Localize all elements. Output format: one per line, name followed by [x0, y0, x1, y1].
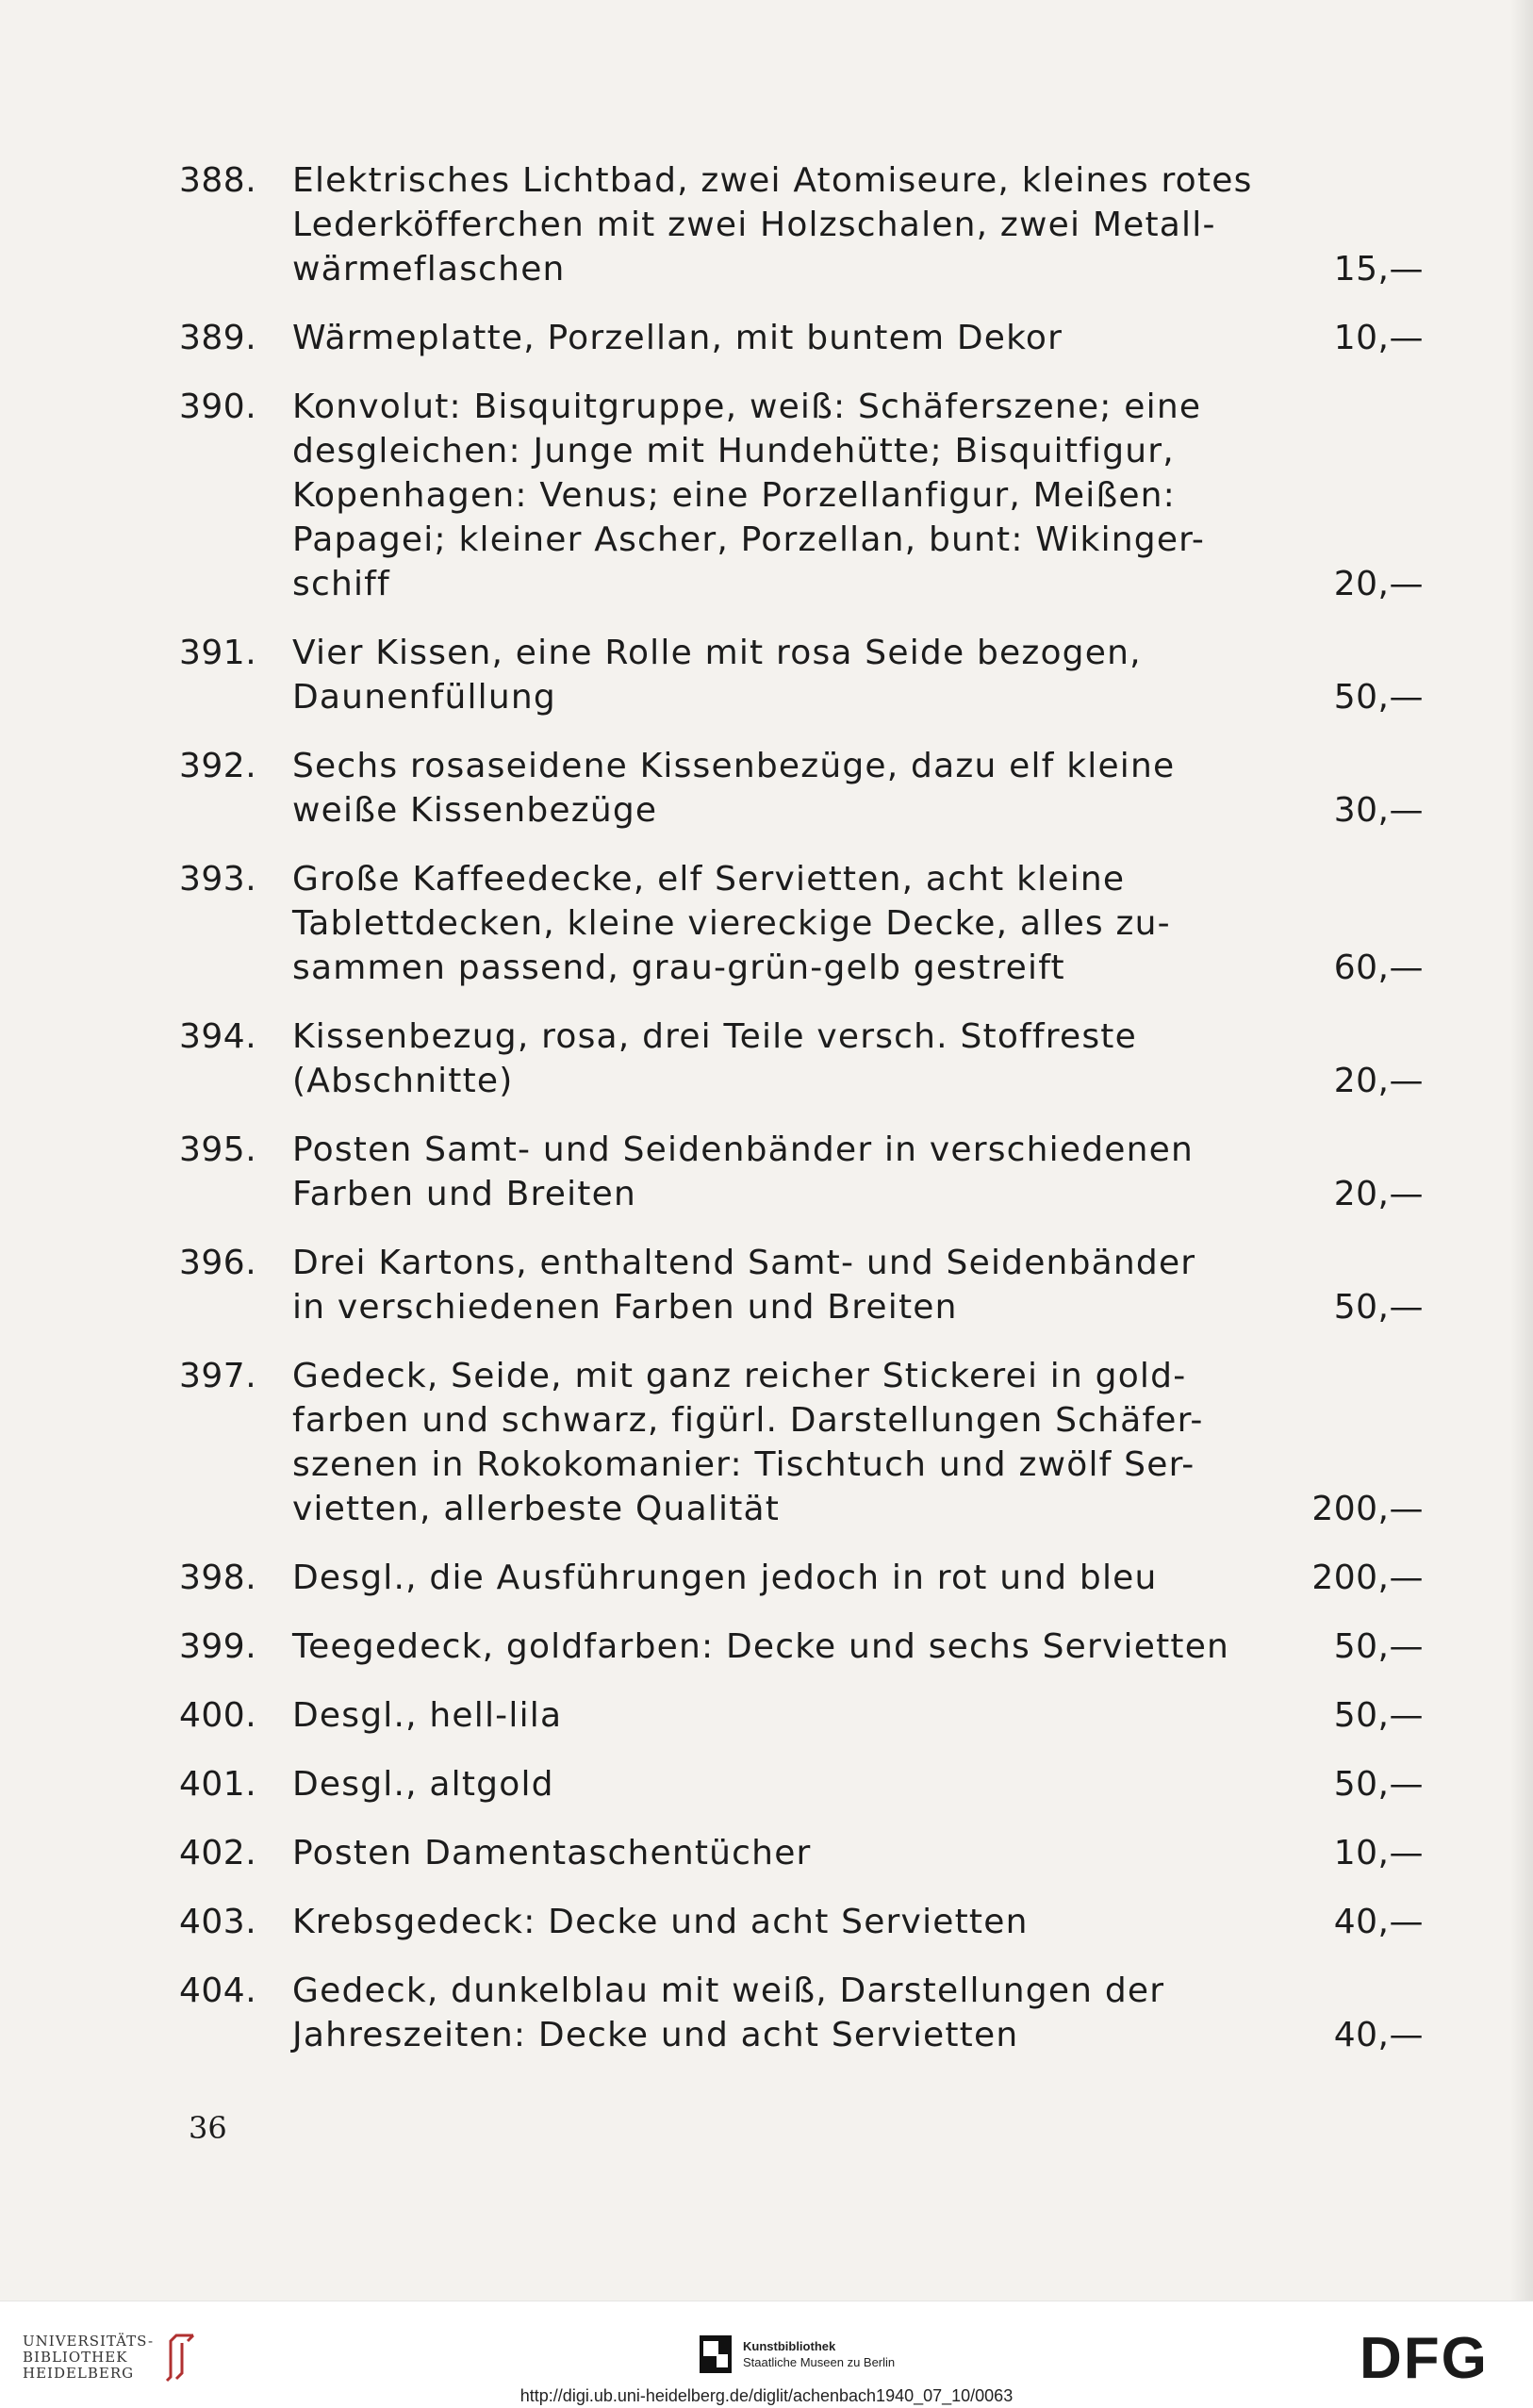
catalog-entry	[179, 1969, 1424, 2057]
catalog-entry	[179, 857, 1424, 990]
entry-price: 50,—	[1333, 1696, 1424, 1735]
entry-description: Kissenbezug, rosa, drei Teile versch. Stoffreste (Abschnitte)	[292, 1017, 1137, 1100]
catalog-entry-list	[179, 158, 1424, 2082]
dfg-logo[interactable]: DFG	[1360, 2326, 1489, 2391]
entry-price: 30,—	[1333, 791, 1424, 830]
university-library-name: UNIVERSITÄTS- BIBLIOTHEK HEIDELBERG	[23, 2332, 155, 2382]
entry-price: 60,—	[1333, 948, 1424, 987]
entry-price: 40,—	[1333, 2016, 1424, 2054]
entry-price: 15,—	[1333, 250, 1424, 289]
page-url-link[interactable]: http://digi.ub.uni-heidelberg.de/diglit/achenbach1940_07_10/0063	[519, 2386, 1014, 2405]
catalog-entry	[179, 1831, 1424, 1875]
entry-number: 397.	[179, 1357, 257, 1395]
entry-price: 40,—	[1333, 1903, 1424, 1941]
entry-price: 20,—	[1333, 1062, 1424, 1100]
entry-number: 392.	[179, 747, 257, 785]
entry-description: Krebsgedeck: Decke und acht Servietten	[292, 1903, 1029, 1941]
catalog-entry	[179, 1241, 1424, 1329]
entry-number: 391.	[179, 634, 257, 672]
entry-number: 398.	[179, 1559, 257, 1597]
entry-description: Desgl., die Ausführungen jedoch in rot und bleu	[292, 1559, 1158, 1597]
entry-number: 396.	[179, 1244, 257, 1282]
page-number: 36	[189, 2110, 227, 2146]
catalog-entry	[179, 1762, 1424, 1806]
catalog-entry	[179, 158, 1424, 291]
entry-number: 402.	[179, 1834, 257, 1872]
entry-description: Gedeck, Seide, mit ganz reicher Stickerei in gold- farben und schwarz, figürl. Darstellungen Schäfer- szenen in Rokokomanier: Tischtuch und zwölf Ser- vietten, allerbeste Qualität	[292, 1357, 1204, 1528]
entry-number: 393.	[179, 860, 257, 899]
entry-description: Gedeck, dunkelblau mit weiß, Darstellungen der Jahreszeiten: Decke und acht Servietten	[292, 1971, 1165, 2054]
kunstbibliothek-name: Kunstbibliothek	[743, 2339, 836, 2353]
entry-description: Elektrisches Lichtbad, zwei Atomiseure, kleines rotes Lederköfferchen mit zwei Holzschalen, zwei Metall- wärmeflaschen	[292, 161, 1253, 289]
entry-price: 20,—	[1333, 565, 1424, 603]
entry-number: 403.	[179, 1903, 257, 1941]
footer-bar	[0, 2301, 1533, 2408]
kunstbibliothek-logo[interactable]	[700, 2335, 895, 2373]
entry-price: 200,—	[1311, 1490, 1424, 1528]
kunstbibliothek-subtitle: Staatliche Museen zu Berlin	[743, 2355, 896, 2369]
university-logo-icon	[161, 2332, 203, 2383]
catalog-entry	[179, 1625, 1424, 1669]
catalog-entry	[179, 1556, 1424, 1600]
entry-price: 20,—	[1333, 1175, 1424, 1213]
entry-price: 50,—	[1333, 678, 1424, 717]
entry-price: 10,—	[1333, 1834, 1424, 1872]
entry-number: 395.	[179, 1130, 257, 1169]
catalog-entry	[179, 1900, 1424, 1944]
catalog-entry	[179, 744, 1424, 833]
entry-description: Konvolut: Bisquitgruppe, weiß: Schäferszene; eine desgleichen: Junge mit Hundehütte; Bisquitfigur, Kopenhagen: Venus; eine Porzellanfigur, Meißen: Papagei; kleiner Ascher, Porzellan, bunt: Wikinger- schiff	[292, 388, 1206, 603]
entry-price: 50,—	[1333, 1627, 1424, 1666]
entry-number: 390.	[179, 388, 257, 426]
entry-number: 394.	[179, 1017, 257, 1056]
catalog-entry	[179, 385, 1424, 606]
entry-number: 388.	[179, 161, 257, 200]
catalog-entry	[179, 1693, 1424, 1738]
kunstbibliothek-logo-icon	[700, 2335, 732, 2373]
entry-price: 200,—	[1311, 1559, 1424, 1597]
catalog-entry	[179, 1014, 1424, 1103]
entry-price: 10,—	[1333, 319, 1424, 357]
entry-price: 50,—	[1333, 1288, 1424, 1327]
catalog-entry	[179, 316, 1424, 360]
entry-description: Posten Damentaschentücher	[292, 1834, 812, 1872]
entry-number: 399.	[179, 1627, 257, 1666]
entry-description: Desgl., altgold	[292, 1765, 554, 1804]
catalog-entry	[179, 631, 1424, 719]
entry-description: Sechs rosaseidene Kissenbezüge, dazu elf kleine weiße Kissenbezüge	[292, 747, 1176, 830]
entry-number: 401.	[179, 1765, 257, 1804]
catalog-entry	[179, 1354, 1424, 1531]
entry-description: Posten Samt- und Seidenbänder in verschiedenen Farben und Breiten	[292, 1130, 1194, 1213]
entry-number: 400.	[179, 1696, 257, 1735]
entry-description: Vier Kissen, eine Rolle mit rosa Seide bezogen, Daunenfüllung	[292, 634, 1142, 717]
entry-price: 50,—	[1333, 1765, 1424, 1804]
entry-description: Desgl., hell-lila	[292, 1696, 563, 1735]
entry-description: Drei Kartons, enthaltend Samt- und Seidenbänder in verschiedenen Farben und Breiten	[292, 1244, 1196, 1327]
entry-description: Große Kaffeedecke, elf Servietten, acht kleine Tablettdecken, kleine viereckige Decke, alles zu- sammen passend, grau-grün-gelb gestreift	[292, 860, 1171, 987]
university-library-logo[interactable]	[23, 2332, 203, 2383]
entry-number: 404.	[179, 1971, 257, 2010]
entry-description: Wärmeplatte, Porzellan, mit buntem Dekor	[292, 319, 1063, 357]
entry-number: 389.	[179, 319, 257, 357]
catalog-entry	[179, 1128, 1424, 1216]
entry-description: Teegedeck, goldfarben: Decke und sechs Servietten	[292, 1627, 1230, 1666]
